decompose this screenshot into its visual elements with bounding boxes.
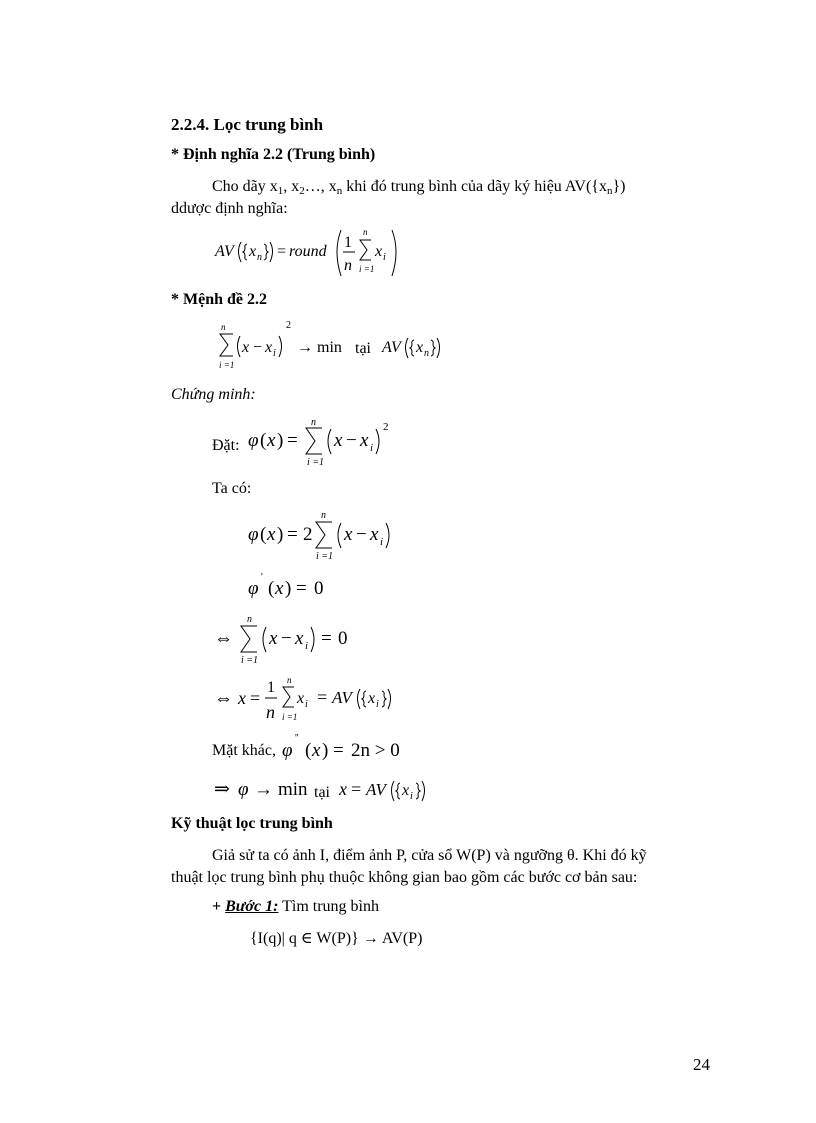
definition-title: * Định nghĩa 2.2 (Trung bình) bbox=[171, 146, 376, 163]
svg-text:n: n bbox=[257, 252, 262, 263]
formula-proposition bbox=[215, 316, 455, 372]
svg-text:n: n bbox=[221, 322, 226, 332]
svg-text:tại: tại bbox=[355, 340, 371, 357]
svg-text:x: x bbox=[360, 430, 369, 451]
step1-line: + Bước 1: Tìm trung bình bbox=[212, 898, 379, 915]
svg-text:1: 1 bbox=[344, 234, 352, 251]
svg-text:2n > 0: 2n > 0 bbox=[351, 740, 400, 761]
svg-text:x: x bbox=[242, 339, 250, 356]
svg-text:x: x bbox=[334, 430, 343, 451]
technique-paragraph-line2: thuật lọc trung bình phụ thuộc không gian bao gồm các bước cơ bản sau: bbox=[171, 869, 638, 886]
formula-phi-derivative bbox=[246, 506, 416, 562]
svg-text:=: = bbox=[351, 779, 362, 799]
svg-text:x: x bbox=[269, 628, 278, 649]
svg-text:i: i bbox=[376, 699, 379, 710]
svg-text:tại: tại bbox=[314, 784, 330, 801]
svg-text:n: n bbox=[287, 675, 292, 685]
svg-text:AV: AV bbox=[332, 688, 352, 707]
svg-text:−: − bbox=[346, 430, 357, 451]
svg-text:): ) bbox=[277, 430, 284, 451]
svg-text:=: = bbox=[317, 687, 328, 707]
technique-title: Kỹ thuật lọc trung bình bbox=[171, 815, 333, 832]
svg-text:i: i bbox=[380, 536, 384, 548]
svg-text:2: 2 bbox=[383, 421, 389, 433]
step1-label: Bước 1: bbox=[225, 898, 279, 915]
svg-text:=: = bbox=[296, 578, 307, 599]
formula-sum-zero bbox=[212, 612, 392, 668]
svg-text:i: i bbox=[305, 640, 309, 652]
svg-text:0: 0 bbox=[338, 628, 348, 649]
svg-text:i: i bbox=[410, 791, 413, 802]
svg-text:': ' bbox=[261, 572, 263, 583]
svg-text:x: x bbox=[375, 243, 383, 260]
svg-text:min: min bbox=[278, 779, 308, 800]
step1-formula: {I(q)| q ∈ W(P)} → AV(P) bbox=[250, 930, 423, 947]
svg-text:−: − bbox=[281, 628, 292, 649]
svg-text:i =1: i =1 bbox=[359, 264, 375, 274]
svg-text:(: ( bbox=[260, 524, 267, 545]
section-heading: 2.2.4. Lọc trung bình bbox=[171, 115, 324, 134]
svg-text:x: x bbox=[275, 578, 284, 599]
svg-text:0: 0 bbox=[314, 578, 324, 599]
svg-text:φ: φ bbox=[248, 524, 259, 545]
page-number: 24 bbox=[693, 1055, 710, 1074]
formula-phi-prime-zero bbox=[246, 568, 366, 604]
svg-text:): ) bbox=[322, 740, 329, 761]
svg-text:φ: φ bbox=[248, 578, 259, 599]
svg-text:x: x bbox=[267, 524, 276, 545]
svg-text:x: x bbox=[297, 690, 305, 707]
svg-text:→: → bbox=[254, 779, 273, 800]
svg-text:x: x bbox=[267, 430, 276, 451]
proof-label: Chứng minh: bbox=[171, 386, 256, 403]
proposition-title: * Mệnh đề 2.2 bbox=[171, 291, 267, 308]
svg-text:n: n bbox=[321, 510, 326, 521]
svg-text:x: x bbox=[402, 782, 410, 799]
svg-text:2: 2 bbox=[286, 320, 291, 331]
svg-text:x: x bbox=[344, 524, 353, 545]
svg-text:−: − bbox=[356, 524, 367, 545]
svg-text:x: x bbox=[249, 243, 257, 260]
svg-text:i: i bbox=[370, 442, 374, 454]
technique-paragraph-line1: Giả sử ta có ảnh I, điểm ảnh P, cửa sổ W(P) và ngưỡng θ. Khi đó kỹ bbox=[212, 847, 647, 864]
svg-text:i =1: i =1 bbox=[316, 551, 334, 562]
svg-text:round: round bbox=[289, 243, 327, 260]
svg-text:n: n bbox=[424, 348, 429, 359]
svg-text:x: x bbox=[265, 339, 273, 356]
svg-text:x: x bbox=[416, 339, 424, 356]
svg-text:φ: φ bbox=[238, 779, 249, 800]
definition-text-line2: ddược định nghĩa: bbox=[171, 200, 288, 217]
definition-text-line1: Cho dãy $x_1$, $x_2\dots$, $x_n$ khi đó trung bình của dãy ký hiệu $AV(\{x_n\})$ bbox=[212, 178, 626, 197]
svg-text:i: i bbox=[305, 699, 308, 710]
formula-average-definition bbox=[205, 220, 445, 284]
svg-text:n: n bbox=[247, 614, 252, 625]
svg-text:=: = bbox=[250, 688, 261, 708]
svg-text:=: = bbox=[277, 243, 287, 260]
svg-text:x: x bbox=[368, 690, 376, 707]
formula-conclusion bbox=[212, 768, 452, 808]
svg-text:→ min: → min bbox=[297, 339, 342, 356]
svg-text:x: x bbox=[312, 740, 321, 761]
svg-text:⇒: ⇒ bbox=[214, 779, 230, 800]
svg-text:n: n bbox=[311, 417, 316, 428]
svg-text:i =1: i =1 bbox=[282, 712, 298, 722]
svg-text:−: − bbox=[253, 339, 263, 356]
formula-x-equals-average bbox=[212, 672, 412, 728]
svg-text:n: n bbox=[344, 257, 352, 274]
svg-text:φ: φ bbox=[248, 430, 259, 451]
otherwise-label: Mặt khác, bbox=[212, 742, 276, 759]
svg-text:i: i bbox=[273, 348, 276, 359]
svg-text:): ) bbox=[285, 578, 292, 599]
svg-text:n: n bbox=[363, 227, 368, 237]
svg-text:'': '' bbox=[295, 733, 299, 744]
svg-text:=: = bbox=[287, 524, 298, 545]
svg-text:x: x bbox=[370, 524, 379, 545]
svg-text:=: = bbox=[287, 430, 298, 451]
formula-phi-definition bbox=[246, 414, 406, 470]
svg-text:1: 1 bbox=[267, 679, 275, 696]
we-have-label: Ta có: bbox=[212, 480, 252, 497]
svg-text:i =1: i =1 bbox=[307, 457, 325, 468]
svg-text:): ) bbox=[277, 524, 284, 545]
svg-text:AV: AV bbox=[382, 339, 401, 356]
svg-text:x: x bbox=[295, 628, 304, 649]
svg-text:⇔: ⇔ bbox=[214, 688, 233, 709]
formula-second-derivative bbox=[280, 730, 440, 766]
svg-text:(: ( bbox=[305, 740, 312, 761]
svg-text:=: = bbox=[333, 740, 344, 761]
svg-text:i =1: i =1 bbox=[219, 360, 235, 370]
svg-text:i =1: i =1 bbox=[241, 655, 259, 666]
svg-text:i: i bbox=[383, 252, 386, 263]
svg-text:(: ( bbox=[260, 430, 267, 451]
svg-text:φ: φ bbox=[282, 740, 293, 761]
svg-text:x: x bbox=[339, 779, 347, 799]
svg-text:2: 2 bbox=[303, 524, 313, 545]
svg-text:n: n bbox=[266, 702, 275, 722]
svg-text:AV: AV bbox=[366, 780, 386, 799]
svg-text:(: ( bbox=[268, 578, 275, 599]
svg-text:x: x bbox=[238, 688, 246, 708]
svg-text:=: = bbox=[321, 628, 332, 649]
svg-text:⇔: ⇔ bbox=[214, 628, 233, 649]
svg-text:AV: AV bbox=[215, 243, 234, 260]
set-label: Đặt: bbox=[212, 437, 240, 454]
